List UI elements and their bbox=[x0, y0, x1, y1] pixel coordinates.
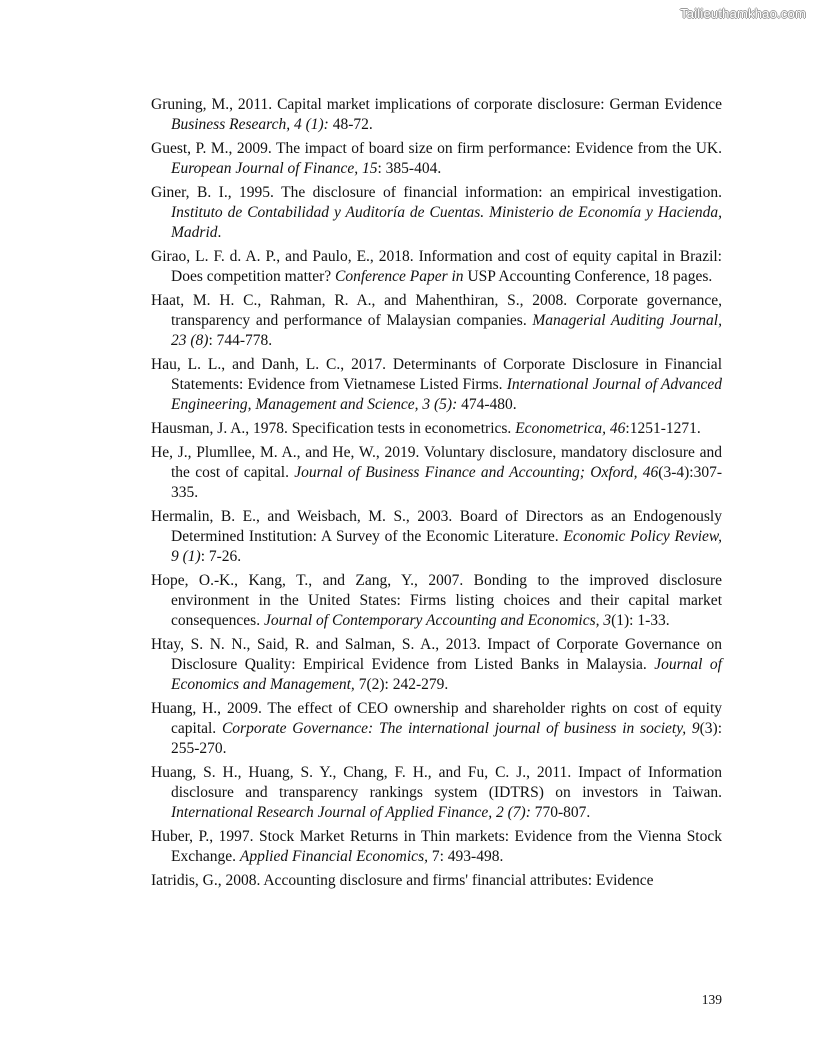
reference-source: Journal of Economics and Management, bbox=[171, 656, 722, 693]
reference-text: Hermalin, B. E., and Weisbach, M. S., 2003. Board of Directors as an Endogenously Determined Institution: A Survey of the Economic Literature. bbox=[151, 508, 722, 545]
reference-entry bbox=[151, 183, 722, 243]
reference-text: Huber, P., 1997. Stock Market Returns in Thin markets: Evidence from the Vienna Stock Exchange. bbox=[151, 828, 722, 865]
reference-pages: USP Accounting Conference, 18 pages. bbox=[463, 268, 713, 285]
reference-entry bbox=[151, 763, 722, 823]
reference-pages: (3): 255-270. bbox=[171, 720, 723, 757]
reference-pages: 48-72. bbox=[328, 116, 373, 133]
reference-source: International Research Journal of Applied Finance, 2 (7): bbox=[171, 804, 531, 821]
reference-source: Journal of Business Finance and Accounting; Oxford, 46 bbox=[294, 464, 659, 481]
page-number: 139 bbox=[701, 992, 722, 1007]
reference-text: Htay, S. N. N., Said, R. and Salman, S. A., 2013. Impact of Corporate Governance on Disclosure Quality: Empirical Evidence from Listed Banks in Malaysia. bbox=[151, 636, 722, 673]
reference-entry bbox=[151, 355, 722, 415]
reference-text: Hausman, J. A., 1978. Specification tests in econometrics. bbox=[151, 420, 516, 437]
reference-source: European Journal of Finance, 15 bbox=[171, 160, 378, 177]
reference-text: Iatridis, G., 2008. Accounting disclosure and firms' financial attributes: Evidence bbox=[151, 872, 654, 889]
reference-text: Hau, L. L., and Danh, L. C., 2017. Determinants of Corporate Disclosure in Financial Statements: Evidence from Vietnamese Listed Firms. bbox=[151, 356, 722, 393]
reference-entry bbox=[151, 507, 722, 567]
reference-entry bbox=[151, 635, 722, 695]
reference-pages: 770-807. bbox=[530, 804, 591, 821]
reference-source: Business Research, 4 (1): bbox=[171, 116, 329, 133]
reference-text: Guest, P. M., 2009. The impact of board size on firm performance: Evidence from the UK. bbox=[151, 140, 722, 157]
reference-text: Huang, S. H., Huang, S. Y., Chang, F. H., and Fu, C. J., 2011. Impact of Information disclosure and transparency rankings system (IDTRS) on investors in Taiwan. bbox=[151, 764, 722, 801]
reference-source: International Journal of Advanced Engineering, Management and Science, 3 (5): bbox=[171, 376, 722, 413]
reference-entry bbox=[151, 827, 722, 867]
reference-source: Applied Financial Economics, bbox=[239, 848, 428, 865]
reference-entry bbox=[151, 139, 722, 179]
reference-pages: :1251-1271. bbox=[625, 420, 701, 437]
reference-text: Hope, O.-K., Kang, T., and Zang, Y., 2007. Bonding to the improved disclosure environment in the United States: Firms listing choices and their capital market consequences. bbox=[151, 572, 722, 629]
reference-pages: (3-4):307-335. bbox=[171, 464, 722, 501]
reference-entry bbox=[151, 247, 722, 287]
reference-pages: : 7-26. bbox=[200, 548, 242, 565]
reference-pages: : 385-404. bbox=[377, 160, 442, 177]
reference-source: Econometrica, 46 bbox=[515, 420, 626, 437]
reference-list bbox=[151, 95, 722, 895]
reference-text: Girao, L. F. d. A. P., and Paulo, E., 2018. Information and cost of equity capital in Brazil: Does competition matter? bbox=[151, 248, 722, 285]
reference-pages: 7(2): 242-279. bbox=[354, 676, 449, 693]
reference-pages: 7: 493-498. bbox=[427, 848, 504, 865]
reference-pages: : 744-778. bbox=[208, 332, 273, 349]
reference-entry bbox=[151, 871, 722, 891]
reference-text: Giner, B. I., 1995. The disclosure of financial information: an empirical investigation. bbox=[151, 184, 722, 201]
reference-text: He, J., Plumllee, M. A., and He, W., 2019. Voluntary disclosure, mandatory disclosure and the cost of capital. bbox=[151, 444, 722, 481]
reference-entry bbox=[151, 571, 722, 631]
reference-source: Corporate Governance: The international journal of business in society, 9 bbox=[221, 720, 700, 737]
reference-source: Economic Policy Review, 9 (1) bbox=[171, 528, 722, 565]
reference-text: Haat, M. H. C., Rahman, R. A., and Mahenthiran, S., 2008. Corporate governance, transparency and performance of Malaysian companies. bbox=[151, 292, 722, 329]
reference-entry bbox=[151, 291, 722, 351]
reference-entry bbox=[151, 443, 722, 503]
reference-entry bbox=[151, 95, 722, 135]
reference-entry bbox=[151, 699, 722, 759]
reference-pages: 474-480. bbox=[457, 396, 517, 413]
reference-source: Instituto de Contabilidad y Auditoría de Cuentas. Ministerio de Economía y Hacienda, Madrid bbox=[171, 204, 722, 241]
watermark: Tailieuthamkhao.com bbox=[680, 6, 806, 21]
reference-entry bbox=[151, 419, 722, 439]
reference-text: Gruning, M., 2011. Capital market implications of corporate disclosure: German Evidence bbox=[151, 96, 722, 113]
reference-source: Journal of Contemporary Accounting and Economics, 3 bbox=[263, 612, 612, 629]
reference-source: Conference Paper in bbox=[335, 268, 464, 285]
reference-source: Managerial Auditing Journal, 23 (8) bbox=[171, 312, 722, 349]
reference-text: Huang, H., 2009. The effect of CEO ownership and shareholder rights on cost of equity capital. bbox=[151, 700, 722, 737]
reference-pages: (1): 1-33. bbox=[611, 612, 670, 629]
reference-pages: . bbox=[217, 224, 222, 241]
